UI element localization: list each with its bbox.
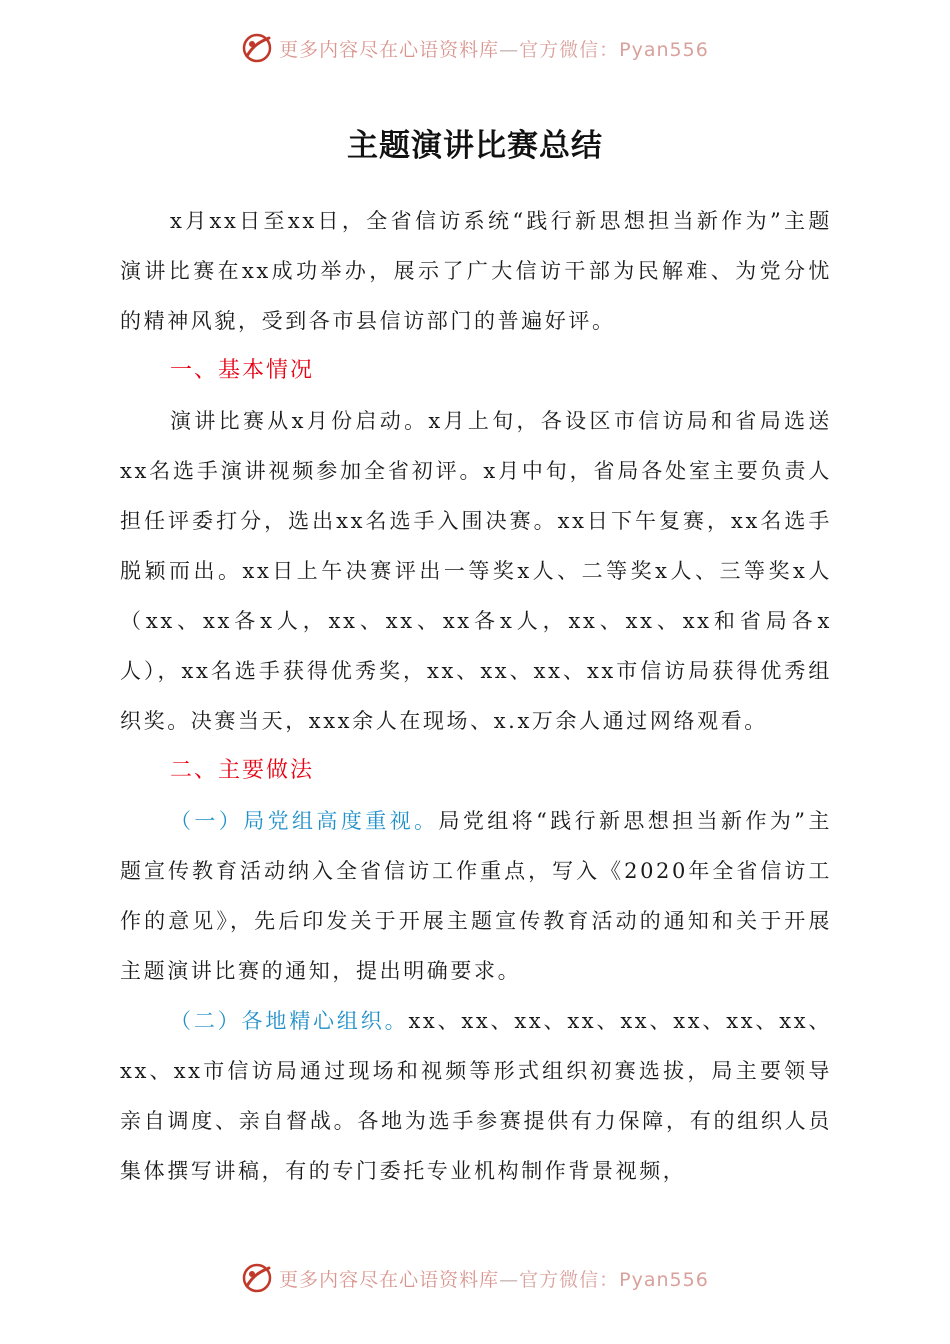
watermark-main: 更多内容尽在心语资料库 bbox=[279, 38, 500, 61]
section-basic-paragraph: 演讲比赛从x月份启动。x月上旬，各设区市信访局和省局选送xx名选手演讲视频参加全省初评。x月中旬，省局各处室主要负责人担任评委打分，选出xx名选手入围决赛。xx日下午复赛，xx名选手脱颖而出。xx日上午决赛评出一等奖x人、二等奖x人、三等奖x人（xx、xx各x人，xx、xx、xx各x人，xx、xx、xx和省局各x人），xx名选手获得优秀奖，xx、xx、xx、xx市信访局获得优秀组织奖。决赛当天，xxx余人在现场、x.x万余人通过网络观看。 bbox=[120, 409, 832, 733]
intro-paragraph: x月xx日至xx日，全省信访系统“践行新思想担当新作为”主题演讲比赛在xx成功举办，展示了广大信访干部为民解难、为党分忧的精神风貌，受到各市县信访部门的普遍好评。 bbox=[120, 209, 832, 333]
subsection-2-paragraph bbox=[120, 996, 832, 1196]
logo-icon bbox=[241, 1262, 273, 1294]
watermark-main: 更多内容尽在心语资料库 bbox=[279, 1268, 500, 1291]
watermark-wechat: 官方微信：Pyan556 bbox=[519, 1268, 709, 1291]
subsection-1-paragraph bbox=[120, 796, 832, 996]
section-heading-methods: 二、主要做法 bbox=[170, 758, 315, 783]
logo-icon bbox=[241, 32, 273, 64]
subsection-2-body: xx、xx、xx、xx、xx、xx、xx、xx、xx、xx市信访局通过现场和视频等形式组织初赛选拔，局主要领导亲自调度、亲自督战。各地为选手参赛提供有力保障，有的组织人员集体撰写讲稿，有的专门委托专业机构制作背景视频， bbox=[120, 1009, 832, 1183]
watermark-wechat: 官方微信：Pyan556 bbox=[519, 38, 709, 61]
watermark-header bbox=[0, 28, 950, 68]
document-title: 主题演讲比赛总结 bbox=[347, 128, 603, 164]
subsection-1-body: 局党组将“践行新思想担当新作为”主题宣传教育活动纳入全省信访工作重点，写入《2020年全省信访工作的意见》，先后印发关于开展主题宣传教育活动的通知和关于开展主题演讲比赛的通知，提出明确要求。 bbox=[120, 809, 832, 983]
watermark-text bbox=[279, 1265, 709, 1292]
watermark-separator: — bbox=[499, 1268, 520, 1291]
watermark-separator: — bbox=[499, 38, 520, 61]
document-body bbox=[120, 196, 832, 1196]
subsection-2-heading: （二）各地精心组织。 bbox=[170, 1009, 409, 1033]
subsection-1-heading: （一）局党组高度重视。 bbox=[170, 809, 439, 833]
watermark-footer bbox=[0, 1258, 950, 1298]
section-heading-basic: 一、基本情况 bbox=[170, 358, 315, 383]
watermark-text bbox=[279, 35, 709, 62]
